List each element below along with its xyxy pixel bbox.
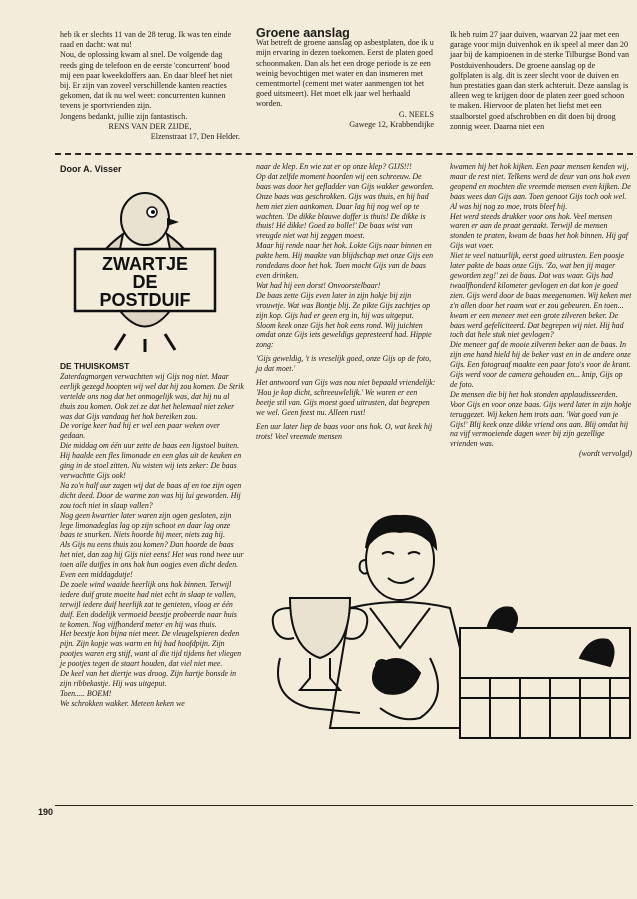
letter-right-body: Ik heb ruim 27 jaar duiven, waarvan 22 jaar met een garage voor mijn duivenhok en ik speel al meer dan 20 jaar bij de kampioenen in de sterke Tilburgse Bond van Postduivenhouders. De groene aanslag op de golfplaten is alg. dit is zeer slecht voor de duiven en hun prestaties gaan dan sterk achteruit. Deze aanslag is alleen weg te krijgen door de platen zeer goed schoon te maken. Hiervoor de platen het liefst met een staalborstel goed afschrobben en dit doen bij droog zonnig weer. Daarna niet een bbox=[450, 30, 630, 131]
footer-divider bbox=[55, 805, 633, 806]
logo-line-2: DE bbox=[132, 272, 158, 292]
letter-middle bbox=[256, 28, 434, 130]
story-column-2 bbox=[256, 162, 436, 441]
letter-left-para-2: Nou, de oplossing kwam al snel. De volgende dag reeds ging de telefoon en de eerste 'concurrent' bood mij een paar kweekdoffers aan. En daar bleef het niet bij. Er zijn van zoveel verschillende kanten reacties gekomen, dat ik nu wel weet: concurrenten kunnen tevens je sportvrienden zijn. bbox=[60, 50, 233, 111]
story-col3-para: Niet te veel natuurlijk, eerst goed uitrusten. Een poosje later pakte de baas onze Gijs. 'Zo, wat ben jij mager geworden zeg!' zei de baas. Dat was waar. Gijs had twaalfhonderd kilometer gevlogen en dat kon je goed zien. Gijs werd door de baas meegenomen. Wij keken met z'n allen door het raam wat er zou gebeuren. En toen... kwam er een meneer met een grote zilveren beker. De baas werd gefeliciteerd. Dat begrepen wij niet. Hij had toch dat hele stuk niet gevlogen? bbox=[450, 251, 632, 340]
story-col3-para: Het werd steeds drukker voor ons hok. Veel mensen waren er aan de praat geraakt. Terwijl de mensen stonden te praten, kwam de baas het hok binnen. Hij gaf Gijs wat voer. bbox=[450, 211, 628, 251]
story-col1-para: Nog geen kwartier later waren zijn ogen gesloten, zijn lege limonadeglas lag op zijn schoot en daar lag onze baas te snurken. Niets hoorde hij meer, niets zag hij. bbox=[60, 510, 232, 540]
letter-right bbox=[450, 30, 630, 132]
story-col2-para: naar de klep. En wie zat er op onze klep? GIJS!!! bbox=[256, 162, 412, 171]
byline: Door A. Visser bbox=[60, 164, 122, 174]
story-col2-para: De baas zette Gijs even later in zijn hokje bij zijn vrouwtje. Wat was Bontje blij. Ze pikte Gijs zachtjes op zijn kop. Gijs had er geen erg in, hij was uitgeput. bbox=[256, 290, 431, 320]
letter-left-signature-name: RENS VAN DER ZIJDE, bbox=[108, 121, 192, 131]
letter-middle-signature-name: G. NEELS bbox=[398, 109, 434, 119]
letter-middle-body: Wat betreft de groene aanslag op asbestplaten, doe ik u mijn ervaring in dezen toekomen. Eerst de platen goed schoonmaken. Dan als het een droge periode is ze een weinig bevochtigen met water en dan insmeren met cementmortel (cement met water aanmengen tot het goed uitsmeert). Het moet elk jaar wel herhaald worden. bbox=[256, 38, 434, 109]
story-col1-para: De vorige keer had hij er wel een paar weken over gedaan. bbox=[60, 421, 220, 441]
zwartje-de-postduif-logo bbox=[55, 174, 235, 354]
story-col1-para: Toen..... BOEM! bbox=[60, 688, 112, 698]
logo-line-3: POSTDUIF bbox=[99, 290, 191, 310]
man-with-trophy-and-pigeon-illustration bbox=[250, 508, 635, 808]
letter-left-para-1: heb ik er slechts 11 van de 28 terug. Ik was ten einde raad en dacht: wat nu! bbox=[60, 30, 232, 50]
story-col1-para: Het beestje kon bijna niet meer. De vleugelspieren deden pijn. Zijn kopje was warm en hij had hoofdpijn. Zijn pootjes waren erg stijf, want al die tijd tijdens het vliegen je pootjes tegen de staart houden, dat viel niet mee. bbox=[60, 629, 242, 669]
story-column-3 bbox=[450, 162, 632, 459]
story-col3-para: De mensen die bij het hok stonden applaudisseerden. Voor Gijs en voor onze baas. Gijs werd later in zijn hokje teruggezet. Wij keken hem trots aan. 'Wat goed van je Gijs!' Blij keek onze dikke vriend ons aan. Blij omdat hij na vijf vermoeiende dagen weer bij zijn gezellige vrienden was. bbox=[450, 389, 632, 449]
story-col1-para: De keel van het diertje was droog. Zijn hartje bonsde in zijn ribbekastje. Hij was uitgeput. bbox=[60, 669, 237, 688]
story-col1-para: We schrokken wakker. Meteen keken we bbox=[60, 698, 185, 708]
story-col1-para: De zoele wind waaide heerlijk ons hok binnen. Terwijl iedere duif grote moeite had niet echt in slaap te vallen, terwijl iedere duif heerlijk zat te genieten, vloog er één duif. Een dodelijk vermoeid beestje probeerde naar huis te komen. Nog vijfhonderd meter en hij was thuis. bbox=[60, 579, 237, 629]
article-title: Groene aanslag bbox=[256, 26, 350, 40]
page-number: 190 bbox=[38, 807, 54, 817]
story-col1-para: Die middag om één uur zette de baas een ligstoel buiten. Hij haalde een fles limonade en een glas uit de keuken en ging in de stoel zitten. Nu wisten wij iets zeker: De baas verwachtte Gijs ook! bbox=[60, 441, 242, 480]
section-title: DE THUISKOMST bbox=[60, 361, 130, 371]
story-col3-para: kwamen hij het hok kijken. Een paar mensen kenden wij, maar de rest niet. Telkens werd de deur van ons hok even geopend en mochten die vreemde mensen even kijken. De baas wees dan Gijs aan. Toen genoot Gijs toch ook wel. Al was hij nog zo moe, trots bleef hij. bbox=[450, 162, 631, 211]
story-column-1 bbox=[60, 362, 244, 709]
story-col2-para: Op dat zelfde moment hoorden wij een schreeuw. De baas was door het gefladder van Gijs wakker geworden. Onze baas was geschrokken. Gijs was thuis, en hij had hem niet zien aankomen. Daar lag hij nog wel op te wachten. 'De dikke blauwe doffer is thuis! De dikke is thuis! Hé dikke! Goed zo bolle!' De baas wist van vreugde niet wat hij zeggen moest. bbox=[256, 171, 434, 241]
letter-left bbox=[60, 30, 240, 142]
continued-note: (wordt vervolgd) bbox=[579, 449, 632, 459]
story-col3-para: Die meneer gaf de mooie zilveren beker aan de baas. In zijn ene hand hield hij de beker vast en in de andere onze Gijs. Een fotograaf maakte een paar foto's voor de krant. Gijs werd voor de camera gehouden en... knip, Gijs op de foto. bbox=[450, 340, 631, 389]
story-col2-para: Sloom keek onze Gijs het hok eens rond. Wij juichten omdat onze Gijs iets geweldigs gepresteerd had. Hippie zong: bbox=[256, 320, 432, 350]
logo-line-1: ZWARTJE bbox=[101, 254, 189, 274]
story-col1-para: Na zo'n half uur zagen wij dat de baas af en toe zijn ogen dicht deed. Door de warme zon was hij lui geworden. Hij zou toch niet in slaap vallen? bbox=[60, 480, 242, 510]
story-col1-para: Zaterdagmorgen verwachtten wij Gijs nog niet. Maar eerlijk gezegd hoopten wij wel dat hij zou komen. De Strik vertelde ons nog dat het onmogelijk was, dat hij nu al thuis zou komen. Ook zei ze dat het helemaal niet zeker was dat Gijs vandaag het hok bereiken zou. bbox=[60, 371, 244, 421]
story-col2-para: Een uur later liep de baas voor ons hok. O, wat keek hij trots! Veel vreemde mensen bbox=[256, 421, 433, 441]
story-col2-para: Het antwoord van Gijs was nou niet bepaald vriendelijk: bbox=[256, 378, 436, 388]
letter-left-para-3: Jongens bedankt, jullie zijn fantastisch. bbox=[60, 111, 188, 121]
letter-middle-signature-address: Gawege 12, Krabbendijke bbox=[349, 119, 434, 129]
story-col2-para: Wat had hij een dorst! Onvoorstelbaar! bbox=[256, 280, 381, 290]
letter-left-signature-address: Elzenstraat 17, Den Helder. bbox=[150, 132, 240, 142]
story-col1-para: Als Gijs nu eens thuis zou komen? Dan hoorde de baas het niet, dan zag hij Gijs niet eens! Het was rond twee uur toen alle duifjes in ons hok hun oogjes even dicht deden. Even een middagdutje! bbox=[60, 540, 244, 580]
story-col2-para: Maar hij rende naar het hok. Lokte Gijs naar binnen en pakte hem. Hij maakte van blijdschap met onze Gijs een rondedans door het hok. Toen mocht Gijs van de baas even drinken. bbox=[256, 241, 434, 280]
story-col2-para: 'Gijs geweldig, 't is vreselijk goed, onze Gijs op de foto, ja dat moet.' bbox=[256, 354, 432, 374]
section-divider bbox=[55, 153, 633, 155]
story-col2-para: 'Hou je kop dicht, schreeuwlelijk.' We waren er een beetje stil van. Gijs moest goed uitrusten, dat begrepen we wel. Geen feest nu. Alleen rust! bbox=[256, 387, 430, 417]
